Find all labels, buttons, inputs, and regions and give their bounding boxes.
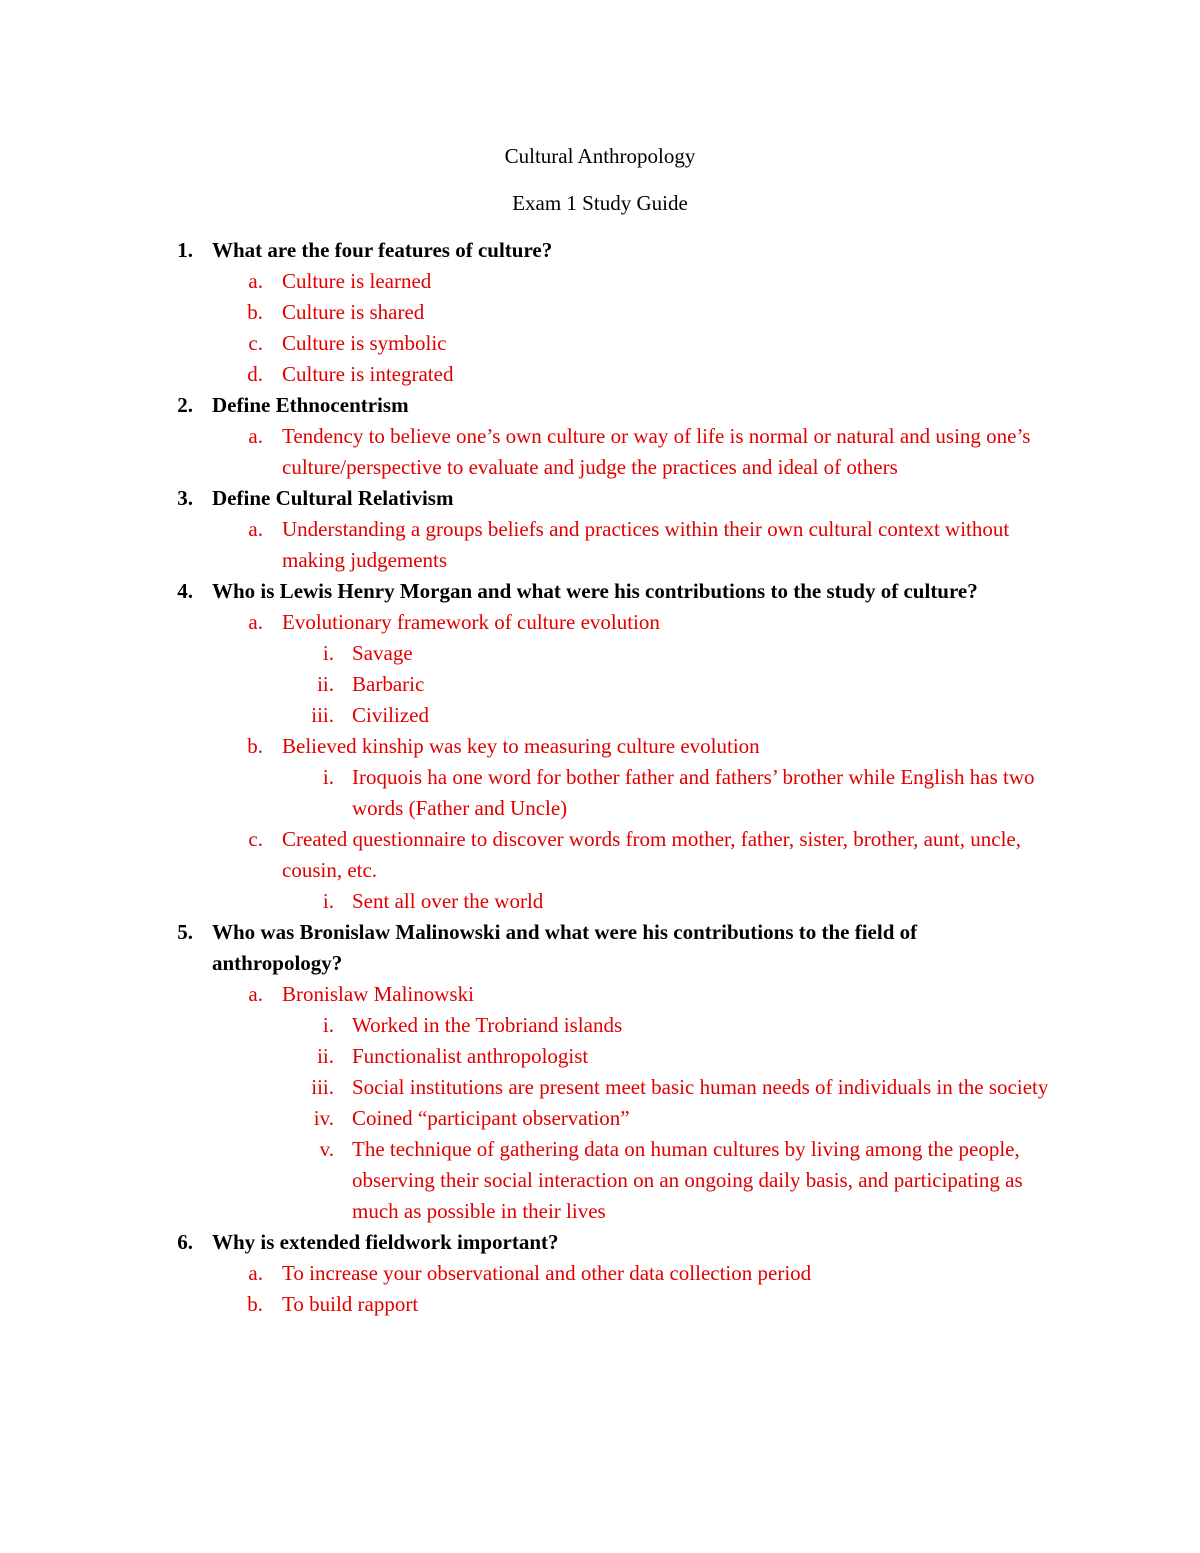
question-item-text: Why is extended fieldwork important?	[212, 1230, 559, 1254]
answer-item-marker: a.	[248, 1261, 263, 1285]
page-title: Cultural Anthropology	[504, 144, 696, 168]
question-item-text: Who was Bronislaw Malinowski and what were his contributions to the field of anthropology?	[212, 920, 918, 975]
sub-answer-item-marker: iii.	[311, 703, 334, 727]
answer-item	[0, 359, 1200, 390]
sub-answer-item-text: Barbaric	[352, 672, 425, 696]
sub-answer-item-marker: iii.	[311, 1075, 334, 1099]
answer-item-marker: a.	[248, 610, 263, 634]
sub-answer-item-marker: ii.	[317, 672, 334, 696]
sub-answer-item-marker: i.	[322, 765, 334, 789]
question-item-text: Define Ethnocentrism	[212, 393, 409, 417]
question-item-marker: 6.	[177, 1230, 193, 1254]
sub-answer-item-text: Worked in the Trobriand islands	[352, 1013, 623, 1037]
sub-answer-item-text: Social institutions are present meet basic human needs of individuals in the society	[352, 1075, 1049, 1099]
sub-answer-item-text: Sent all over the world	[352, 889, 544, 913]
answer-item	[0, 824, 1200, 886]
question-item	[0, 235, 1200, 266]
sub-answer-item-text: Savage	[352, 641, 413, 665]
question-item	[0, 390, 1200, 421]
answer-item-text: Bronislaw Malinowski	[282, 982, 474, 1006]
sub-answer-item	[0, 762, 1200, 824]
question-item-text: Define Cultural Relativism	[212, 486, 454, 510]
sub-answer-item-marker: ii.	[317, 1044, 334, 1068]
answer-item-text: Created questionnaire to discover words from mother, father, sister, brother, aunt, uncle, cousin, etc.	[282, 827, 1021, 882]
answer-item-marker: a.	[248, 269, 263, 293]
sub-answer-item-text: Functionalist anthropologist	[352, 1044, 589, 1068]
answer-item-marker: a.	[248, 517, 263, 541]
question-item	[0, 917, 1200, 979]
answer-item-text: To increase your observational and other data collection period	[282, 1261, 812, 1285]
answer-item-marker: a.	[248, 982, 263, 1006]
answer-item	[0, 607, 1200, 638]
answer-item-marker: c.	[248, 827, 263, 851]
answer-item-text: Tendency to believe one’s own culture or way of life is normal or natural and using one’s culture/perspective to evaluate and judge the practices and ideal of others	[282, 424, 1031, 479]
page-subtitle: Exam 1 Study Guide	[512, 191, 688, 215]
sub-answer-item	[0, 1072, 1200, 1103]
answer-item-text: Culture is integrated	[282, 362, 454, 386]
sub-answer-item-text: Coined “participant observation”	[352, 1106, 630, 1130]
answer-item-marker: b.	[247, 300, 263, 324]
sub-answer-item	[0, 1103, 1200, 1134]
answer-item-text: Culture is symbolic	[282, 331, 447, 355]
sub-answer-item-text: Civilized	[352, 703, 429, 727]
sub-answer-item	[0, 638, 1200, 669]
answer-item-marker: b.	[247, 734, 263, 758]
question-item	[0, 483, 1200, 514]
sub-answer-item	[0, 886, 1200, 917]
answer-item-marker: c.	[248, 331, 263, 355]
answer-item	[0, 297, 1200, 328]
answer-item	[0, 421, 1200, 483]
sub-answer-item-text: Iroquois ha one word for bother father and fathers’ brother while English has two words (Father and Uncle)	[352, 765, 1035, 820]
answer-item-text: Culture is learned	[282, 269, 432, 293]
sub-answer-item-marker: v.	[319, 1137, 334, 1161]
question-item-marker: 5.	[177, 920, 193, 944]
sub-answer-item	[0, 1041, 1200, 1072]
sub-answer-item	[0, 700, 1200, 731]
sub-answer-item-marker: i.	[322, 889, 334, 913]
sub-answer-item	[0, 1134, 1200, 1227]
answer-item-text: Culture is shared	[282, 300, 425, 324]
answer-item-marker: b.	[247, 1292, 263, 1316]
question-item-text: Who is Lewis Henry Morgan and what were his contributions to the study of culture?	[212, 579, 978, 603]
question-item-marker: 2.	[177, 393, 193, 417]
answer-item	[0, 514, 1200, 576]
answer-item-text: Evolutionary framework of culture evolution	[282, 610, 660, 634]
sub-answer-item-marker: iv.	[313, 1106, 334, 1130]
answer-item-marker: d.	[247, 362, 263, 386]
answer-item	[0, 266, 1200, 297]
sub-answer-item-text: The technique of gathering data on human cultures by living among the people, observing their social interaction on an ongoing daily basis, and participating as much as possible in their lives	[352, 1137, 1023, 1223]
sub-answer-item-marker: i.	[322, 641, 334, 665]
answer-item	[0, 1258, 1200, 1289]
question-item-text: What are the four features of culture?	[212, 238, 553, 262]
answer-item	[0, 1289, 1200, 1320]
sub-answer-item-marker: i.	[322, 1013, 334, 1037]
question-item-marker: 3.	[177, 486, 193, 510]
answer-item-text: Believed kinship was key to measuring culture evolution	[282, 734, 760, 758]
question-item	[0, 1227, 1200, 1258]
answer-item-text: Understanding a groups beliefs and practices within their own cultural context without making judgements	[282, 517, 1010, 572]
question-item-marker: 1.	[177, 238, 193, 262]
answer-item-text: To build rapport	[282, 1292, 419, 1316]
answer-item	[0, 328, 1200, 359]
answer-item	[0, 731, 1200, 762]
question-item	[0, 576, 1200, 607]
answer-item-marker: a.	[248, 424, 263, 448]
sub-answer-item	[0, 1010, 1200, 1041]
answer-item	[0, 979, 1200, 1010]
sub-answer-item	[0, 669, 1200, 700]
study-guide-list	[0, 235, 1200, 1320]
question-item-marker: 4.	[177, 579, 193, 603]
